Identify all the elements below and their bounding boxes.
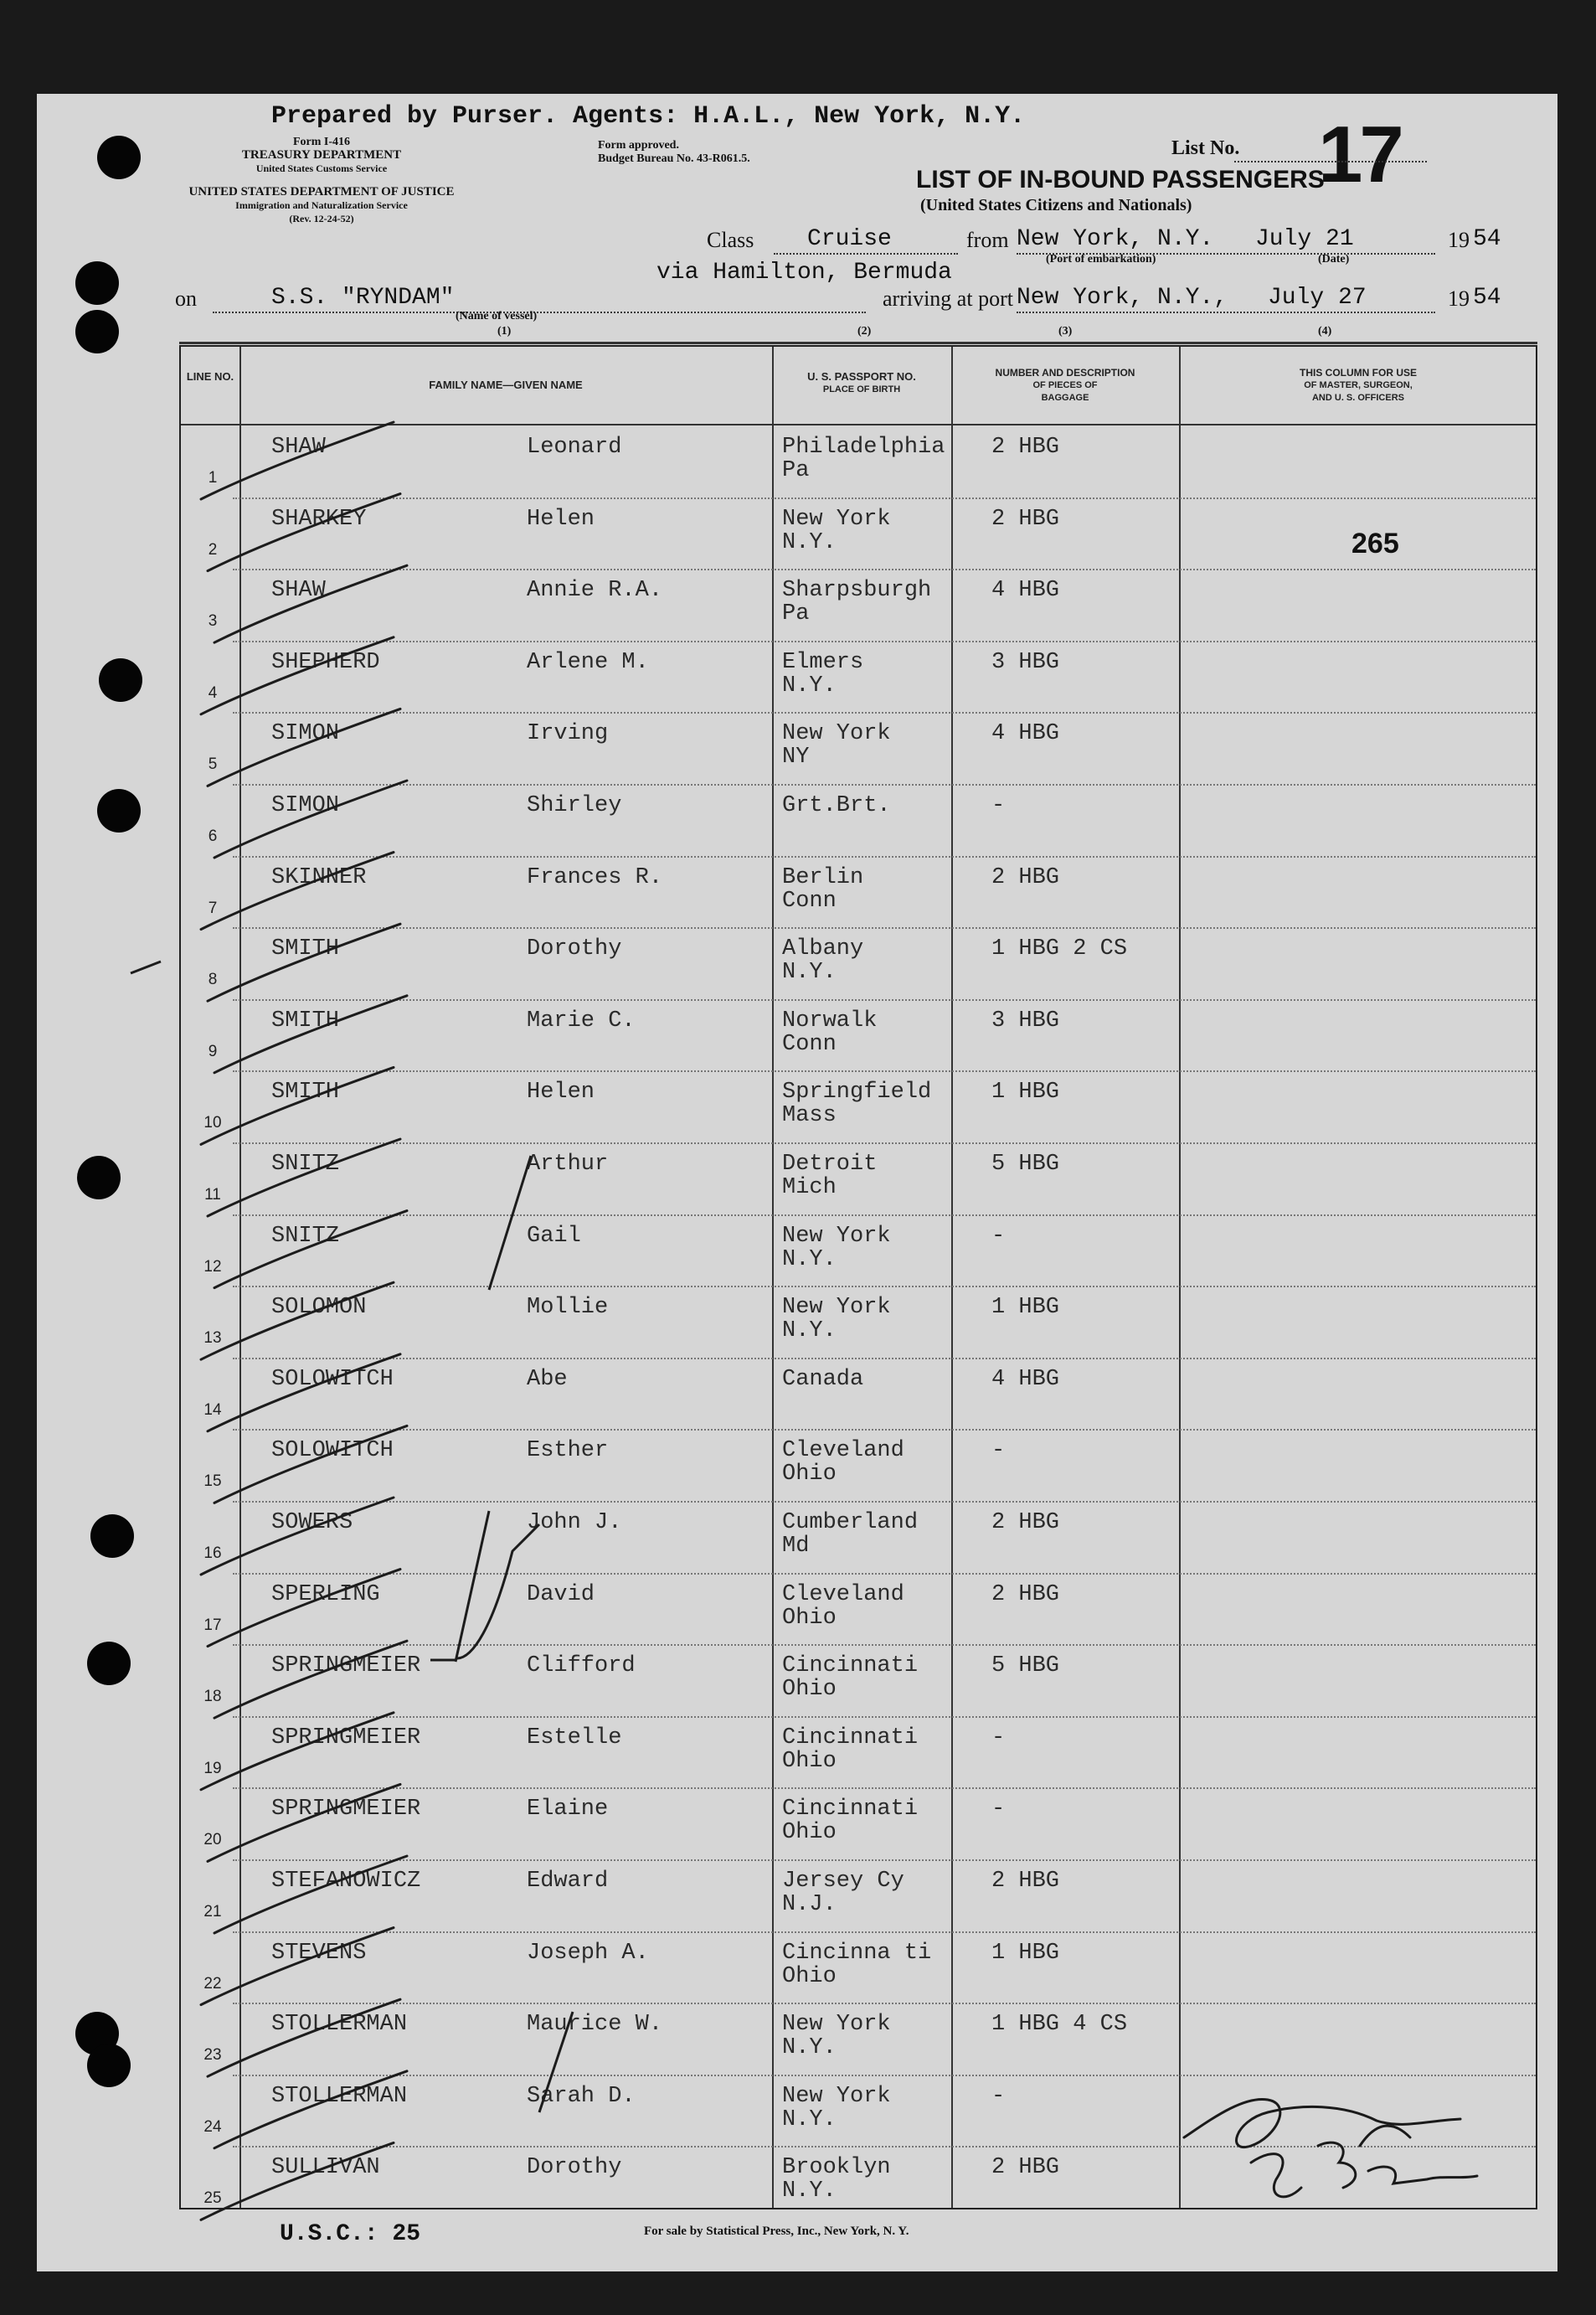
line-number: 17	[203, 1616, 222, 1634]
birthplace-state: Mass	[782, 1103, 837, 1129]
header-officers-2: OF MASTER, SURGEON,	[1304, 380, 1413, 390]
punch-hole	[99, 658, 142, 702]
birthplace-state: Mich	[782, 1175, 837, 1200]
given-name: Mollie	[527, 1295, 609, 1321]
baggage-description: -	[991, 2083, 1006, 2109]
birthplace-city: New York	[782, 1223, 891, 1249]
given-name: Arlene M.	[527, 649, 649, 675]
family-name: SHARKEY	[271, 506, 367, 532]
family-name: SIMON	[271, 721, 340, 747]
header-baggage-3: BAGGAGE	[1041, 393, 1089, 403]
checkmark	[201, 2142, 394, 2220]
birthplace-state: NY	[782, 745, 810, 771]
checkmark	[214, 1641, 407, 1718]
checkmark	[208, 1570, 400, 1647]
baggage-description: 3 HBG	[991, 1008, 1060, 1034]
given-name: John J.	[527, 1510, 622, 1535]
baggage-description: -	[991, 1725, 1006, 1750]
checkmark	[214, 781, 407, 858]
header-baggage-2: OF PIECES OF	[1032, 380, 1098, 390]
birthplace-state: Ohio	[782, 1462, 837, 1487]
header-baggage-1: NUMBER AND DESCRIPTION	[995, 367, 1135, 379]
birthplace-state: Pa	[782, 458, 810, 483]
line-number: 25	[203, 2189, 222, 2208]
birthplace-city: Cincinnati	[782, 1797, 919, 1823]
punch-hole	[87, 1642, 131, 1685]
birthplace-state: N.Y.	[782, 960, 837, 986]
publisher-note: For sale by Statistical Press, Inc., New York, N. Y.	[644, 2225, 909, 2238]
checkmark	[201, 1713, 394, 1790]
family-name: SNITZ	[271, 1223, 340, 1249]
family-name: SHEPHERD	[271, 649, 380, 675]
family-name: SOLOWITCH	[271, 1366, 394, 1392]
baggage-description: 2 HBG	[991, 2155, 1060, 2181]
given-name: Annie R.A.	[527, 578, 663, 604]
line-number: 24	[203, 2117, 222, 2136]
given-name: Clifford	[527, 1653, 636, 1679]
baggage-description: 1 HBG 2 CS	[991, 936, 1128, 962]
punch-hole	[97, 136, 141, 179]
checkmark	[201, 1067, 394, 1144]
line-number: 8	[208, 971, 218, 989]
birthplace-city: Albany	[782, 936, 864, 962]
line-number: 4	[208, 683, 218, 702]
officer-signature	[1184, 2099, 1477, 2196]
col-num-1: (1)	[497, 325, 512, 338]
budget-bureau: Budget Bureau No. 43-R061.5.	[598, 152, 750, 165]
given-name: Elaine	[527, 1797, 609, 1823]
birthplace-city: Cumberland	[782, 1510, 919, 1535]
list-subtitle: (United States Citizens and Nationals)	[920, 196, 1192, 214]
customs-service: United States Customs Service	[255, 162, 388, 174]
birthplace-state: N.Y.	[782, 2035, 837, 2061]
prepared-by: Prepared by Purser. Agents: H.A.L., New York, N.Y.	[271, 102, 1026, 131]
margin-stroke-2	[456, 1524, 539, 1658]
given-name: Abe	[527, 1366, 568, 1392]
line-number: 3	[208, 612, 218, 631]
family-name: STEFANOWICZ	[271, 1869, 421, 1894]
birthplace-city: Detroit	[782, 1152, 878, 1177]
birthplace-state: N.Y.	[782, 1318, 837, 1344]
baggage-description: -	[991, 1223, 1006, 1249]
given-name: Dorothy	[527, 2155, 622, 2181]
checkmark	[208, 1139, 400, 1216]
line-number: 20	[203, 1831, 222, 1849]
birthplace-state: Conn	[782, 888, 837, 914]
family-name: SPRINGMEIER	[271, 1725, 421, 1750]
family-name: STOLLERMAN	[271, 2083, 408, 2109]
justice-dept: UNITED STATES DEPARTMENT OF JUSTICE	[188, 185, 455, 199]
line-number: 22	[203, 1974, 222, 1993]
line-number: 23	[203, 2046, 222, 2065]
baggage-description: 4 HBG	[991, 578, 1060, 604]
date-caption: (Date)	[1318, 253, 1350, 266]
birthplace-city: New York	[782, 2012, 891, 2038]
baggage-description: 4 HBG	[991, 721, 1060, 747]
ins-service: Immigration and Naturalization Service	[235, 199, 408, 211]
on-label: on	[175, 286, 197, 311]
birthplace-city: Cincinnati	[782, 1653, 919, 1679]
birthplace-city: Cleveland	[782, 1581, 904, 1607]
family-name: SOLOMON	[271, 1295, 367, 1321]
baggage-description: 1 HBG	[991, 1080, 1060, 1106]
from-port: New York, N.Y.	[1017, 226, 1214, 252]
line-number: 21	[203, 1903, 222, 1921]
checkmark	[214, 2071, 407, 2148]
checkmark	[208, 1784, 400, 1861]
class-value: Cruise	[807, 226, 892, 252]
line-number: 16	[203, 1544, 222, 1562]
birthplace-state: N.J.	[782, 1892, 837, 1917]
baggage-description: 1 HBG	[991, 1295, 1060, 1321]
header-name: FAMILY NAME—GIVEN NAME	[429, 379, 583, 391]
baggage-description: 2 HBG	[991, 1510, 1060, 1535]
baggage-description: 2 HBG	[991, 506, 1060, 532]
given-name: Frances R.	[527, 864, 663, 890]
birthplace-state: Ohio	[782, 1748, 837, 1774]
header-passport: U. S. PASSPORT NO.	[807, 370, 916, 383]
checkmark	[201, 1282, 394, 1359]
birthplace-city: Canada	[782, 1366, 864, 1392]
punch-hole	[87, 2044, 131, 2087]
given-name: Marie C.	[527, 1008, 636, 1034]
birthplace-city: New York	[782, 2083, 891, 2109]
form-page	[37, 94, 1557, 2271]
header-officers-3: AND U. S. OFFICERS	[1311, 393, 1404, 403]
line-number: 13	[203, 1329, 222, 1348]
handwritten-checkmarks	[37, 94, 1557, 2271]
family-name: SMITH	[271, 1008, 340, 1034]
birthplace-state: Ohio	[782, 1677, 837, 1703]
line-number: 18	[203, 1688, 222, 1706]
birthplace-state: N.Y.	[782, 2106, 837, 2132]
birthplace-state: Ohio	[782, 1820, 837, 1846]
baggage-description: -	[991, 793, 1006, 818]
given-name: Joseph A.	[527, 1940, 649, 1966]
birthplace-city: Norwalk	[782, 1008, 878, 1034]
checkmark	[208, 1999, 400, 2076]
line-number: 11	[204, 1186, 221, 1204]
birthplace-state: N.Y.	[782, 1246, 837, 1272]
family-name: SMITH	[271, 1080, 340, 1106]
year-prefix: 19	[1448, 228, 1470, 252]
given-name: Esther	[527, 1438, 609, 1464]
baggage-description: 4 HBG	[991, 1366, 1060, 1392]
given-name: Leonard	[527, 435, 622, 460]
given-name: Estelle	[527, 1725, 622, 1750]
given-name: Shirley	[527, 793, 622, 818]
line-number: 2	[208, 540, 218, 559]
family-name: STEVENS	[271, 1940, 367, 1966]
via-route: via Hamilton, Bermuda	[656, 260, 952, 286]
baggage-description: 2 HBG	[991, 1869, 1060, 1894]
vessel-name: S.S. "RYNDAM"	[271, 285, 455, 311]
baggage-description: 2 HBG	[991, 1581, 1060, 1607]
header-officers-1: THIS COLUMN FOR USE	[1300, 367, 1417, 379]
family-name: SPERLING	[271, 1581, 380, 1607]
family-name: SHAW	[271, 578, 326, 604]
line-number: 14	[203, 1400, 222, 1419]
class-label: Class	[707, 228, 754, 252]
margin-stroke-5	[539, 2012, 573, 2112]
punch-hole	[90, 1514, 134, 1558]
line-number: 5	[208, 755, 218, 774]
family-name: SIMON	[271, 793, 340, 818]
birthplace-city: Brooklyn	[782, 2155, 891, 2181]
vessel-caption: (Name of vessel)	[456, 310, 538, 322]
birthplace-city: Grt.Brt.	[782, 793, 891, 818]
family-name: SMITH	[271, 936, 340, 962]
birthplace-city: Cincinnati	[782, 1725, 919, 1750]
baggage-description: 2 HBG	[991, 864, 1060, 890]
punch-hole	[77, 1156, 121, 1199]
birthplace-city: Jersey Cy	[782, 1869, 904, 1894]
header-birthplace: PLACE OF BIRTH	[822, 384, 901, 394]
usc-number: U.S.C.: 25	[280, 2221, 421, 2247]
col-num-4: (4)	[1318, 325, 1332, 338]
birthplace-city: Elmers	[782, 649, 864, 675]
line-number: 1	[208, 469, 218, 487]
baggage-description: -	[991, 1438, 1006, 1464]
checkmark	[201, 422, 394, 499]
margin-stroke-4	[489, 1156, 531, 1290]
baggage-description: 5 HBG	[991, 1152, 1060, 1177]
family-name: SPRINGMEIER	[271, 1653, 421, 1679]
col-num-3: (3)	[1058, 325, 1073, 338]
list-no-value: 17	[1318, 110, 1401, 199]
birthplace-state: Conn	[782, 1031, 837, 1057]
checkmark	[214, 565, 407, 642]
given-name: Arthur	[527, 1152, 609, 1177]
punch-hole	[97, 789, 141, 833]
checkmark	[208, 1354, 400, 1431]
punch-hole	[75, 310, 119, 353]
arrival-year: 54	[1473, 285, 1501, 311]
line-number: 12	[203, 1257, 222, 1276]
checkmark	[201, 853, 394, 930]
given-name: Dorothy	[527, 936, 622, 962]
form-approved: Form approved.	[598, 139, 679, 152]
family-name: STOLLERMAN	[271, 2012, 408, 2038]
birthplace-city: Cleveland	[782, 1438, 904, 1464]
arriving-label: arriving at port	[883, 286, 1013, 311]
line-number: 6	[208, 828, 218, 845]
family-name: SULLIVAN	[271, 2155, 380, 2181]
birthplace-city: Sharpsburgh	[782, 578, 932, 604]
baggage-description: 3 HBG	[991, 649, 1060, 675]
line-number: 15	[203, 1472, 222, 1491]
birthplace-city: New York	[782, 721, 891, 747]
checkmark	[208, 709, 400, 786]
given-name: Maurice W.	[527, 2012, 663, 2038]
line-number: 7	[208, 899, 218, 917]
birthplace-city: Philadelphia	[782, 435, 945, 460]
family-name: SOWERS	[271, 1510, 353, 1535]
birthplace-state: N.Y.	[782, 529, 837, 555]
from-label: from	[966, 228, 1009, 252]
baggage-description: 5 HBG	[991, 1653, 1060, 1679]
margin-tick	[131, 962, 161, 973]
list-title: LIST OF IN-BOUND PASSENGERS	[916, 166, 1325, 193]
baggage-description: 1 HBG 4 CS	[991, 2012, 1128, 2038]
given-name: Sarah D.	[527, 2083, 636, 2109]
birthplace-state: N.Y.	[782, 673, 837, 699]
given-name: Gail	[527, 1223, 581, 1249]
birthplace-state: Md	[782, 1534, 810, 1559]
checkmark	[214, 1426, 407, 1503]
arrival-port: New York, N.Y.,	[1017, 285, 1228, 311]
line-number: 10	[203, 1114, 222, 1132]
departure-year: 54	[1473, 226, 1501, 252]
officer-note: 265	[1351, 528, 1399, 559]
family-name: SNITZ	[271, 1152, 340, 1177]
departure-date: July 21	[1255, 226, 1354, 252]
family-name: SOLOWITCH	[271, 1438, 394, 1464]
birthplace-city: Cincinna ti	[782, 1940, 932, 1966]
treasury-dept: TREASURY DEPARTMENT	[241, 148, 402, 162]
family-name: SPRINGMEIER	[271, 1797, 421, 1823]
birthplace-city: Springfield	[782, 1080, 932, 1106]
checkmark	[208, 494, 400, 571]
checkmark	[208, 924, 400, 1001]
line-number: 19	[203, 1759, 222, 1777]
birthplace-state: N.Y.	[782, 2178, 837, 2204]
birthplace-state: Pa	[782, 601, 810, 627]
arrival-date: July 27	[1268, 285, 1367, 311]
checkmark	[201, 1498, 394, 1575]
header-line-no: LINE NO.	[186, 370, 234, 383]
col-num-2: (2)	[857, 325, 872, 338]
checkmark	[214, 1211, 407, 1288]
birthplace-state: Ohio	[782, 1605, 837, 1631]
given-name: Irving	[527, 721, 609, 747]
checkmark	[214, 996, 407, 1073]
checkmark	[214, 1856, 407, 1933]
birthplace-city: Berlin	[782, 864, 864, 890]
birthplace-state: Ohio	[782, 1963, 837, 1989]
baggage-description: 2 HBG	[991, 435, 1060, 460]
port-caption: (Port of embarkation)	[1046, 253, 1156, 266]
birthplace-city: New York	[782, 506, 891, 532]
margin-stroke-1	[456, 1511, 489, 1662]
arrival-year-prefix: 19	[1448, 286, 1470, 311]
family-name: SKINNER	[271, 864, 367, 890]
given-name: Edward	[527, 1869, 609, 1894]
list-no-label: List No.	[1171, 137, 1240, 159]
baggage-description: -	[991, 1797, 1006, 1823]
given-name: Helen	[527, 1080, 595, 1106]
given-name: Helen	[527, 506, 595, 532]
punch-hole	[75, 261, 119, 305]
baggage-description: 1 HBG	[991, 1940, 1060, 1966]
revision-date: (Rev. 12-24-52)	[289, 213, 354, 224]
line-number: 9	[208, 1042, 218, 1060]
family-name: SHAW	[271, 435, 326, 460]
checkmark	[201, 637, 394, 714]
checkmark	[201, 1928, 394, 2005]
birthplace-city: New York	[782, 1295, 891, 1321]
form-number: Form I-416	[292, 136, 351, 148]
given-name: David	[527, 1581, 595, 1607]
